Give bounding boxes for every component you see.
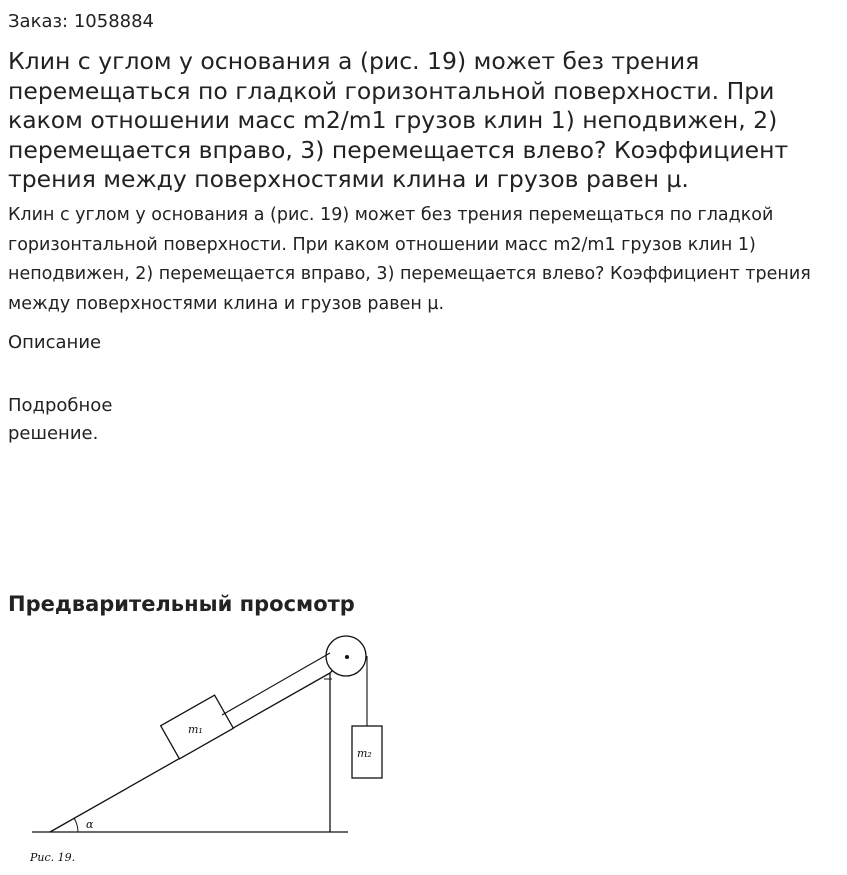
preview-figure	[0, 625, 420, 875]
figure-caption: Рис. 19.	[30, 851, 76, 864]
wedge-diagram	[0, 625, 420, 875]
order-label: Заказ:	[8, 11, 69, 32]
order-number: 1058884	[73, 11, 155, 32]
preview-heading: Предварительный просмотр	[8, 592, 355, 616]
mass1-label: m₁	[188, 723, 203, 736]
description-label: Описание	[8, 332, 102, 353]
mass2-label: m₂	[357, 747, 372, 760]
task-title: Клин с углом у основания a (рис. 19) может без трения перемещаться по гладкой горизонтальной поверхности. При каком отношении масс m2/m1 грузов клин 1) неподвижен, 2) перемещается вправо, 3) перемещается влево? Коэффициент трения между поверхностями клина и грузов равен µ.	[8, 47, 789, 193]
order-line	[8, 10, 154, 34]
angle-arc	[74, 818, 78, 832]
angle-label: α	[86, 818, 94, 831]
string-incline	[222, 653, 330, 715]
description-text: Подробное решение.	[8, 395, 113, 444]
pulley-axle	[345, 655, 349, 659]
task-text: Клин с углом у основания a (рис. 19) может без трения перемещаться по гладкой горизонтальной поверхности. При каком отношении масс m2/m1 грузов клин 1) неподвижен, 2) перемещается вправо, 3) перемещается влево? Коэффициент трения между поверхностями клина и грузов равен µ.	[8, 205, 811, 314]
